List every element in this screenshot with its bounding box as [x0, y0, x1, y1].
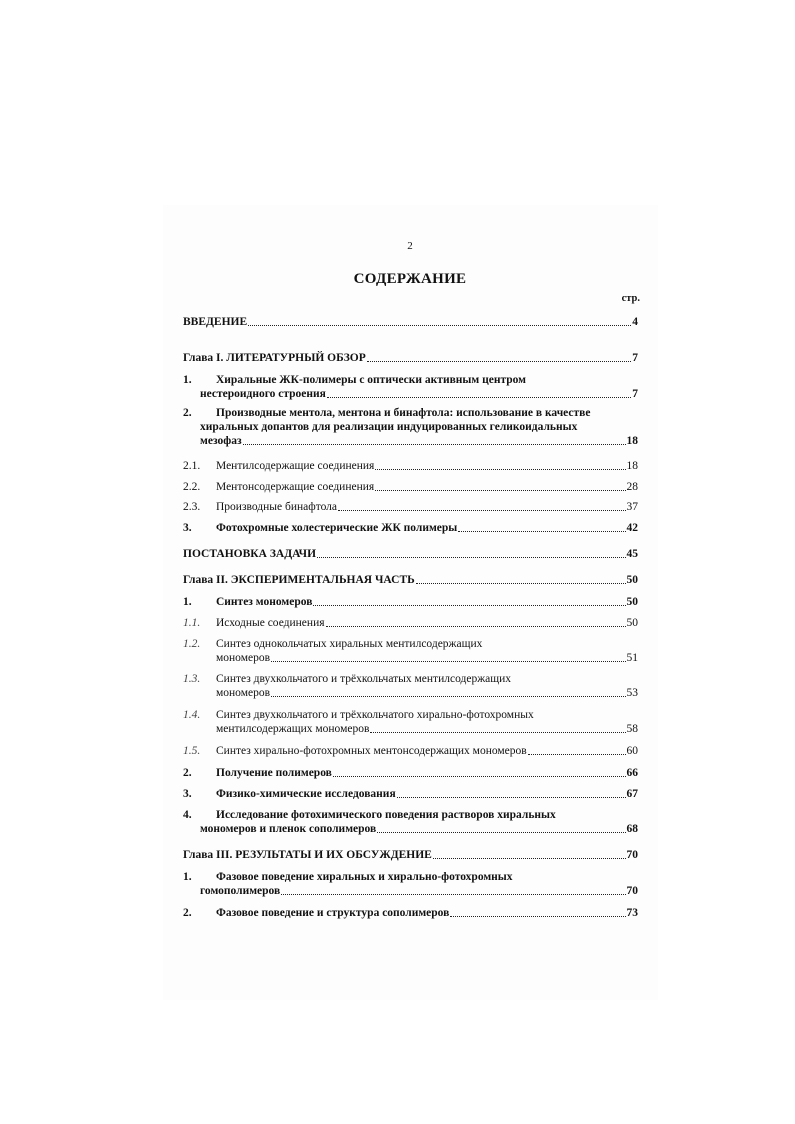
- toc-entry-3-1[interactable]: [183, 870, 638, 898]
- dot-leader: [281, 893, 625, 895]
- dot-leader: [248, 324, 631, 326]
- toc-entry-page: 4: [632, 316, 638, 328]
- toc-entry-text: Синтез хирально-фотохромных ментонсодержащих мономеров: [216, 745, 527, 757]
- toc-entry-page: 70: [626, 849, 638, 861]
- toc-entry-chapter-1[interactable]: [183, 351, 638, 365]
- toc-entry-number: 1.5.: [183, 745, 201, 757]
- toc-entry-1-2-3[interactable]: [183, 500, 638, 514]
- toc-entry-number: 1.3.: [183, 673, 201, 685]
- toc-entry-text-continued: мономеров: [216, 687, 271, 699]
- toc-entry-problem-statement[interactable]: [183, 547, 638, 561]
- dot-leader: [375, 468, 625, 470]
- page-number: 2: [407, 240, 413, 252]
- dot-leader: [333, 775, 626, 777]
- toc-entry-page: 66: [626, 767, 638, 779]
- toc-entry-number: 1.1.: [183, 617, 201, 629]
- toc-entry-1-3[interactable]: [183, 521, 638, 535]
- dot-leader: [317, 556, 625, 558]
- toc-entry-text: Глава I. ЛИТЕРАТУРНЫЙ ОБЗОР: [183, 352, 366, 364]
- toc-entry-page: 50: [626, 617, 638, 629]
- toc-entry-2-4[interactable]: [183, 808, 638, 836]
- dot-leader: [397, 796, 626, 798]
- toc-entry-page: 53: [626, 687, 638, 699]
- toc-entry-introduction[interactable]: [183, 315, 638, 329]
- dot-leader: [327, 396, 631, 398]
- toc-entry-number: 2.: [183, 767, 192, 779]
- toc-entry-page: 18: [626, 435, 638, 447]
- toc-entry-2-1-1[interactable]: [183, 616, 638, 630]
- toc-entry-page: 7: [632, 388, 638, 400]
- dot-leader: [450, 915, 625, 917]
- toc-entry-number: 2.2.: [183, 481, 201, 493]
- toc-entry-number: 1.: [183, 871, 192, 883]
- toc-entry-number: 1.4.: [183, 709, 201, 721]
- toc-entry-text: Исследование фотохимического поведения растворов хиральных: [216, 809, 556, 821]
- dot-leader: [528, 753, 626, 755]
- toc-entry-2-1-2[interactable]: [183, 637, 638, 665]
- toc-entry-page: 50: [626, 596, 638, 608]
- toc-entry-number: 2.3.: [183, 501, 201, 513]
- toc-entry-text: Синтез двухкольчатого и трёхкольчатых ментилсодержащих: [216, 673, 512, 685]
- toc-entry-page: 28: [626, 481, 638, 493]
- toc-entry-number: 2.: [183, 407, 192, 419]
- toc-entry-text: Фотохромные холестерические ЖК полимеры: [216, 522, 458, 534]
- toc-entry-text-continued: мезофаз: [200, 435, 242, 447]
- toc-entry-page: 7: [632, 352, 638, 364]
- toc-entry-text: Синтез мономеров: [216, 596, 313, 608]
- toc-entry-1-2-2[interactable]: [183, 480, 638, 494]
- toc-entry-text-continued: гомополимеров: [200, 885, 281, 897]
- toc-entry-text: Ментилсодержащие соединения: [216, 460, 375, 472]
- toc-entry-chapter-3[interactable]: [183, 848, 638, 862]
- toc-entry-text: Получение полимеров: [216, 767, 332, 779]
- toc-entry-3-2[interactable]: [183, 906, 638, 920]
- toc-entry-page: 70: [626, 885, 638, 897]
- toc-entry-2-1-5[interactable]: [183, 744, 638, 758]
- toc-entry-text: Физико-химические исследования: [216, 788, 396, 800]
- toc-entry-text: Исходные соединения: [216, 617, 325, 629]
- toc-entry-2-1-3[interactable]: [183, 672, 638, 700]
- toc-entry-2-1-4[interactable]: [183, 708, 638, 736]
- toc-entry-page: 58: [626, 723, 638, 735]
- toc-entry-2-2[interactable]: [183, 766, 638, 780]
- toc-entry-page: 67: [626, 788, 638, 800]
- dot-leader: [367, 360, 631, 362]
- toc-entry-page: 68: [626, 823, 638, 835]
- toc-entry-chapter-2[interactable]: [183, 573, 638, 587]
- toc-entry-page: 50: [626, 574, 638, 586]
- toc-entry-1-1[interactable]: [183, 373, 638, 401]
- toc-entry-number: 3.: [183, 522, 192, 534]
- dot-leader: [458, 530, 625, 532]
- toc-entry-text-continued: нестероидного строения: [200, 388, 326, 400]
- dot-leader: [370, 731, 625, 733]
- toc-entry-text: Глава III. РЕЗУЛЬТАТЫ И ИХ ОБСУЖДЕНИЕ: [183, 849, 432, 861]
- toc-entry-number: 1.: [183, 596, 192, 608]
- dot-leader: [271, 695, 625, 697]
- toc-entry-text: Фазовое поведение хиральных и хирально-фотохромных: [216, 871, 513, 883]
- toc-entry-number: 2.: [183, 907, 192, 919]
- dot-leader: [338, 509, 625, 511]
- toc-entry-text: Глава II. ЭКСПЕРИМЕНТАЛЬНАЯ ЧАСТЬ: [183, 574, 415, 586]
- dot-leader: [326, 625, 626, 627]
- toc-entry-text: Синтез однокольчатых хиральных ментилсодержащих: [216, 638, 483, 650]
- toc-entry-text-continued: хиральных допантов для реализации индуцированных геликоидальных: [200, 421, 578, 433]
- toc-entry-text: Фазовое поведение и структура сополимеров: [216, 907, 450, 919]
- toc-entry-text: Производные бинафтола: [216, 501, 338, 513]
- toc-entry-number: 3.: [183, 788, 192, 800]
- toc-entry-2-3[interactable]: [183, 787, 638, 801]
- page-column-label: стр.: [621, 293, 640, 304]
- toc-entry-number: 4.: [183, 809, 192, 821]
- toc-entry-page: 18: [626, 460, 638, 472]
- dot-leader: [243, 443, 626, 445]
- toc-entry-page: 51: [626, 652, 638, 664]
- toc-entry-page: 45: [626, 548, 638, 560]
- toc-entry-page: 37: [626, 501, 638, 513]
- toc-entry-number: 1.: [183, 374, 192, 386]
- toc-entry-1-2-1[interactable]: [183, 459, 638, 473]
- toc-entry-page: 42: [626, 522, 638, 534]
- toc-entry-text-continued: ментилсодержащих мономеров: [216, 723, 370, 735]
- dot-leader: [375, 489, 625, 491]
- dot-leader: [271, 660, 625, 662]
- toc-entry-text-continued: мономеров и пленок сополимеров: [200, 823, 377, 835]
- toc-entry-page: 73: [626, 907, 638, 919]
- toc-entry-1-2[interactable]: [183, 406, 638, 448]
- dot-leader: [433, 857, 626, 859]
- dot-leader: [416, 582, 626, 584]
- toc-entry-page: 60: [626, 745, 638, 757]
- toc-entry-text: ВВЕДЕНИЕ: [183, 316, 248, 328]
- toc-entry-number: 2.1.: [183, 460, 201, 472]
- toc-entry-2-1[interactable]: [183, 595, 638, 609]
- toc-entry-text: Ментонсодержащие соединения: [216, 481, 375, 493]
- toc-entry-text: Синтез двухкольчатого и трёхкольчатого хирально-фотохромных: [216, 709, 534, 721]
- toc-entry-text: ПОСТАНОВКА ЗАДАЧИ: [183, 548, 317, 560]
- toc-entry-text: Производные ментола, ментона и бинафтола: использование в качестве: [216, 407, 591, 419]
- toc-entry-text-continued: мономеров: [216, 652, 271, 664]
- page-title: СОДЕРЖАНИЕ: [353, 271, 467, 287]
- toc-entry-text: Хиральные ЖК-полимеры с оптически активным центром: [216, 374, 526, 386]
- dot-leader: [377, 831, 625, 833]
- toc-entry-number: 1.2.: [183, 638, 201, 650]
- dot-leader: [313, 604, 625, 606]
